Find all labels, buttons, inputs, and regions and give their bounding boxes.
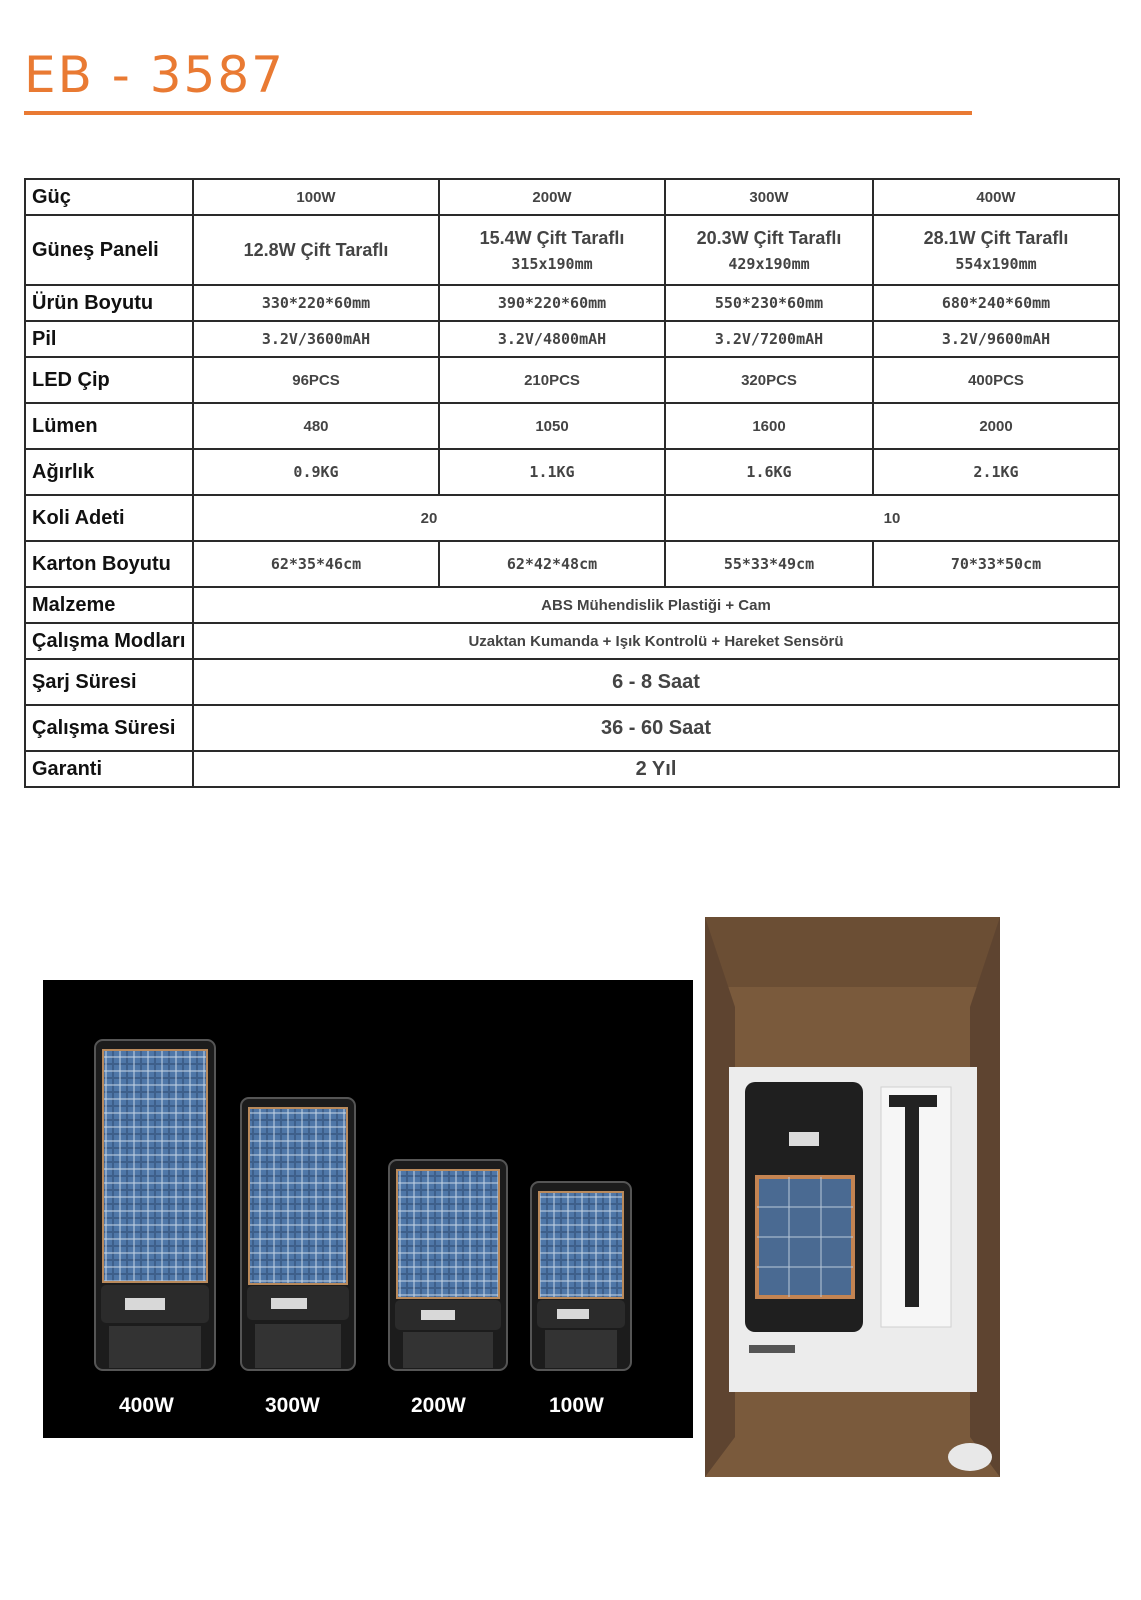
table-cell: 0.9KG [193,449,439,495]
table-row [25,215,1119,285]
table-cell: 3.2V/4800mAH [439,321,665,357]
row-label: Şarj Süresi [25,659,193,705]
row-label: Lümen [25,403,193,449]
table-row [25,541,1119,587]
table-cell: 3.2V/7200mAH [665,321,873,357]
table-cell: 20 [193,495,665,541]
row-label: Ürün Boyutu [25,285,193,321]
row-label: Pil [25,321,193,357]
packaging-illustration [705,917,1000,1477]
caption-400w: 400W [119,1394,174,1417]
row-label: Güneş Paneli [25,215,193,285]
table-cell: 330*220*60mm [193,285,439,321]
table-cell: 2000 [873,403,1119,449]
column-header: 100W [193,179,439,215]
table-row [25,705,1119,751]
packaging-photo [705,917,1000,1477]
table-cell [193,215,439,285]
table-cell: 10 [665,495,1119,541]
caption-300w: 300W [265,1394,320,1417]
table-cell: 2 Yıl [193,751,1119,787]
table-cell: 210PCS [439,357,665,403]
table-cell: 1050 [439,403,665,449]
table-cell: 320PCS [665,357,873,403]
spec-table [24,178,1120,788]
row-label: LED Çip [25,357,193,403]
row-label: Çalışma Süresi [25,705,193,751]
table-cell: 36 - 60 Saat [193,705,1119,751]
table-row [25,449,1119,495]
table-row [25,357,1119,403]
lamp-400w [95,1040,215,1370]
table-cell: 62*35*46cm [193,541,439,587]
table-cell: 3.2V/3600mAH [193,321,439,357]
table-cell: 480 [193,403,439,449]
table-row [25,403,1119,449]
caption-100w: 100W [549,1394,604,1417]
caption-200w: 200W [411,1394,466,1417]
product-lineup-photo [43,980,693,1438]
table-row [25,495,1119,541]
panel-size: 554x190mm [955,254,1037,273]
table-cell: 550*230*60mm [665,285,873,321]
panel-power: 12.8W Çift Taraflı [243,239,389,260]
row-label: Çalışma Modları [25,623,193,659]
page-title: EB - 3587 [24,46,285,104]
row-label: Güç [25,179,193,215]
table-cell: ABS Mühendislik Plastiği + Cam [193,587,1119,623]
table-row [25,587,1119,623]
table-cell: 62*42*48cm [439,541,665,587]
lamp-300w [241,1098,355,1370]
table-cell: 1600 [665,403,873,449]
row-label: Karton Boyutu [25,541,193,587]
table-cell: 70*33*50cm [873,541,1119,587]
table-cell: 390*220*60mm [439,285,665,321]
table-cell [873,215,1119,285]
table-row [25,751,1119,787]
panel-power: 15.4W Çift Taraflı [479,227,625,248]
title-divider [24,111,972,115]
lamp-100w [531,1182,631,1370]
panel-size: 315x190mm [511,254,593,273]
column-header: 200W [439,179,665,215]
column-header: 400W [873,179,1119,215]
table-row [25,179,1119,215]
row-label: Garanti [25,751,193,787]
table-cell: 3.2V/9600mAH [873,321,1119,357]
row-label: Koli Adeti [25,495,193,541]
lamp-200w [389,1160,507,1370]
table-cell: Uzaktan Kumanda + Işık Kontrolü + Hareket Sensörü [193,623,1119,659]
panel-power: 28.1W Çift Taraflı [923,227,1069,248]
table-cell [439,215,665,285]
table-row [25,623,1119,659]
product-lineup-illustration [43,980,693,1438]
column-header: 300W [665,179,873,215]
table-cell: 1.1KG [439,449,665,495]
table-row [25,285,1119,321]
table-cell: 55*33*49cm [665,541,873,587]
table-cell: 6 - 8 Saat [193,659,1119,705]
table-row [25,659,1119,705]
table-cell: 1.6KG [665,449,873,495]
table-cell: 96PCS [193,357,439,403]
panel-power: 20.3W Çift Taraflı [696,227,842,248]
table-cell: 680*240*60mm [873,285,1119,321]
row-label: Malzeme [25,587,193,623]
table-cell [665,215,873,285]
panel-size: 429x190mm [728,254,810,273]
table-cell: 2.1KG [873,449,1119,495]
row-label: Ağırlık [25,449,193,495]
table-row [25,321,1119,357]
table-cell: 400PCS [873,357,1119,403]
